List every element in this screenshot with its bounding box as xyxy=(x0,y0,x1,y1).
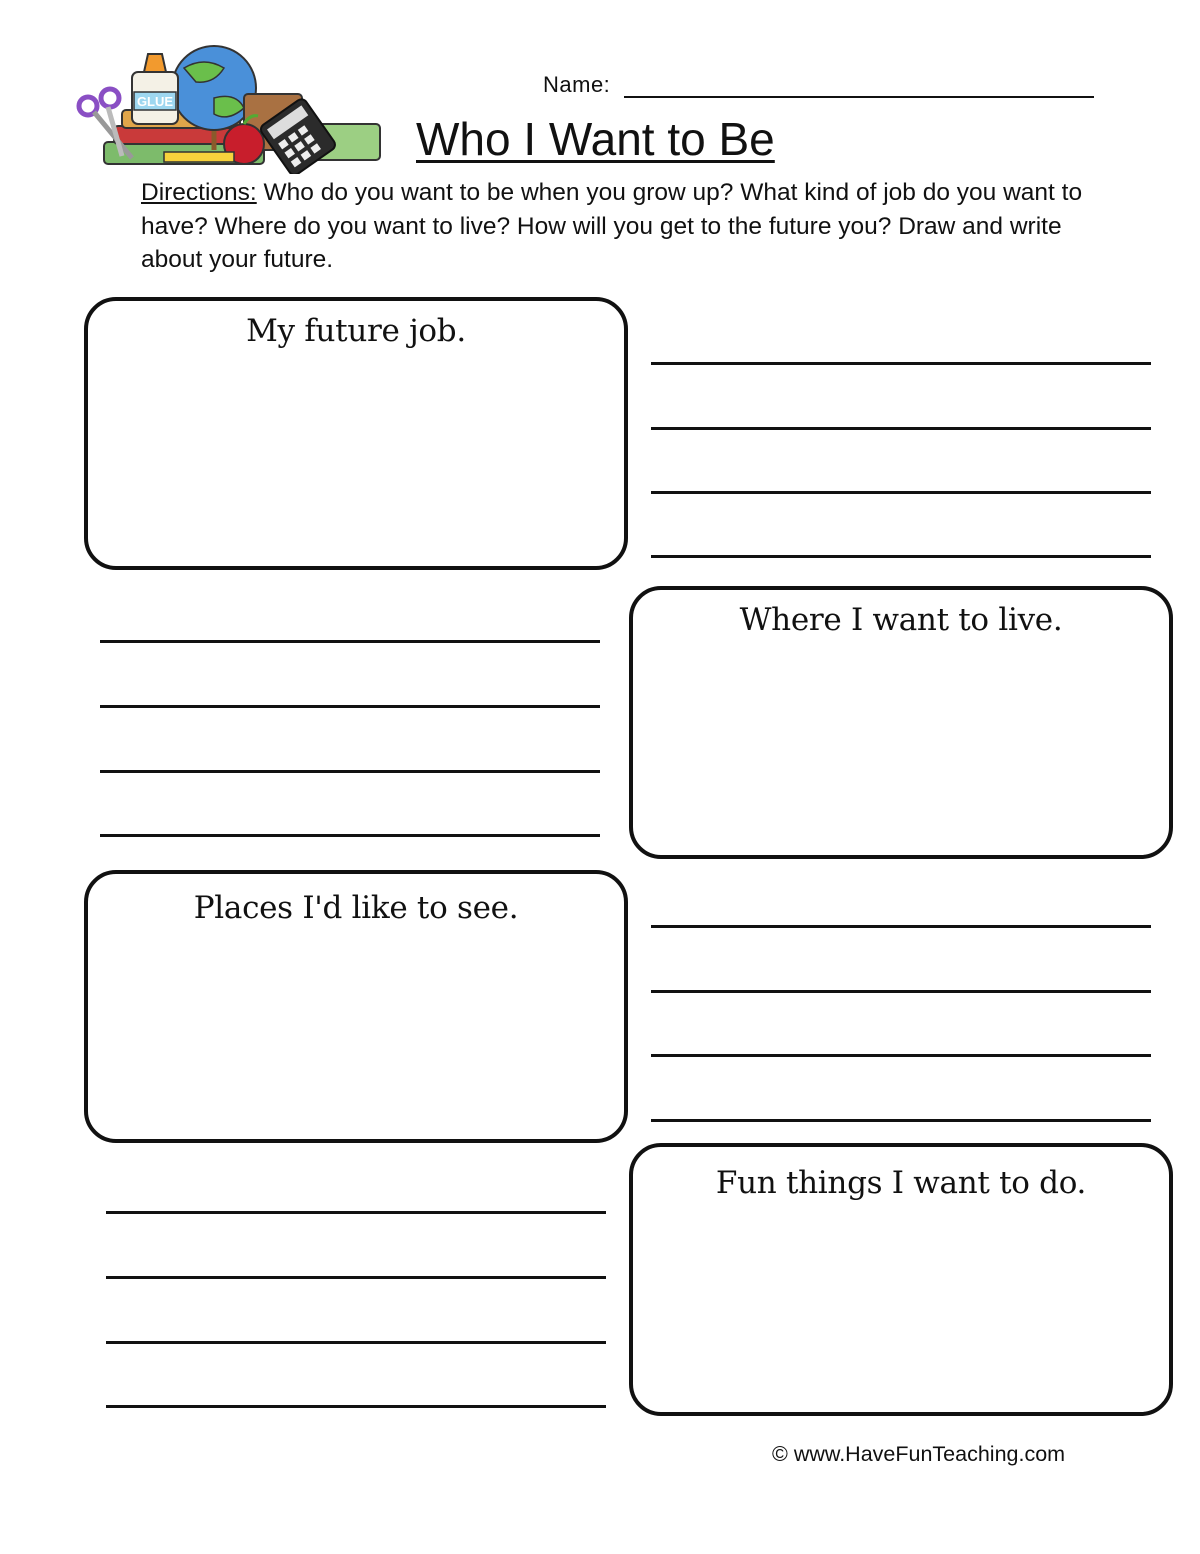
writing-line[interactable] xyxy=(651,1119,1151,1122)
writing-line[interactable] xyxy=(651,555,1151,558)
fun-things-box-title: Fun things I want to do. xyxy=(715,1165,1087,1201)
writing-line[interactable] xyxy=(106,1276,606,1279)
writing-line[interactable] xyxy=(100,834,600,837)
name-write-line[interactable] xyxy=(624,96,1094,98)
glue-label: GLUE xyxy=(136,94,174,109)
directions-label: Directions: xyxy=(141,179,257,206)
future-job-box-title: My future job. xyxy=(246,313,466,349)
writing-line[interactable] xyxy=(100,770,600,773)
copyright-footer: © www.HaveFunTeaching.com xyxy=(772,1442,1066,1466)
directions-text: Who do you want to be when you grow up? What kind of job do you want to have? Where do you want to live? How will you get to the future you? Draw and write about your future. xyxy=(141,179,1083,273)
fun-things-drawing-box[interactable] xyxy=(629,1143,1173,1416)
name-label: Name: xyxy=(543,72,611,97)
writing-line[interactable] xyxy=(651,362,1151,365)
writing-line[interactable] xyxy=(651,491,1151,494)
places-to-see-box-title: Places I'd like to see. xyxy=(193,890,519,926)
writing-line[interactable] xyxy=(651,925,1151,928)
writing-line[interactable] xyxy=(106,1211,606,1214)
places-to-see-drawing-box[interactable] xyxy=(84,870,628,1143)
future-job-drawing-box[interactable] xyxy=(84,297,628,570)
writing-line[interactable] xyxy=(106,1341,606,1344)
writing-line[interactable] xyxy=(651,1054,1151,1057)
directions xyxy=(141,176,1101,277)
writing-line[interactable] xyxy=(100,640,600,643)
where-to-live-drawing-box[interactable] xyxy=(629,586,1173,859)
writing-line[interactable] xyxy=(651,990,1151,993)
where-to-live-box-title: Where I want to live. xyxy=(739,602,1063,638)
school-supplies-clipart xyxy=(74,38,386,174)
writing-line[interactable] xyxy=(651,427,1151,430)
writing-line[interactable] xyxy=(100,705,600,708)
writing-line[interactable] xyxy=(106,1405,606,1408)
page-title: Who I Want to Be xyxy=(416,113,775,165)
